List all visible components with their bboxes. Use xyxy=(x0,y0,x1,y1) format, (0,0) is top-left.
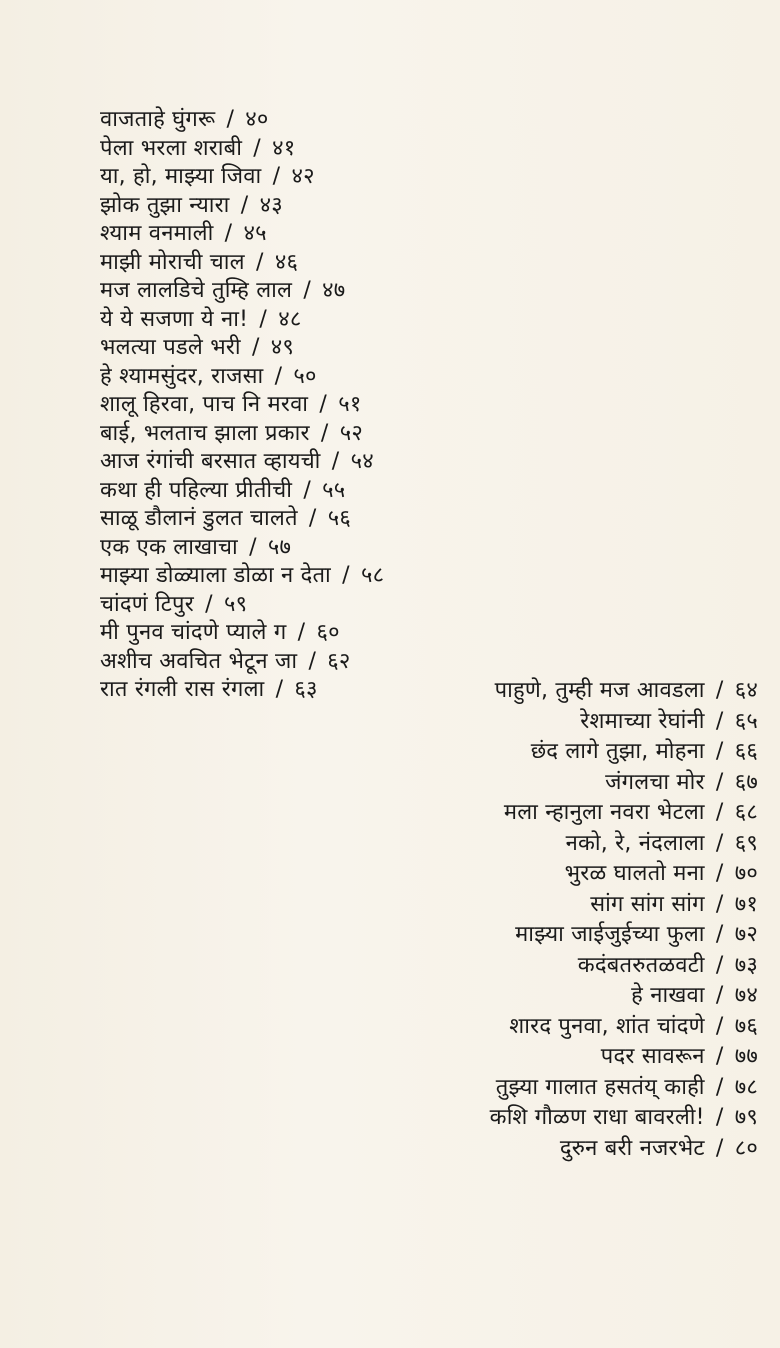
entry-title: अशीच अवचित भेटून जा xyxy=(100,648,298,674)
entry-separator: / xyxy=(342,563,350,588)
entry-title: एक एक लाखाचा xyxy=(100,534,238,560)
toc-entry xyxy=(100,562,440,591)
toc-entry xyxy=(100,220,440,249)
entry-title: हे श्यामसुंदर, राजसा xyxy=(100,363,264,389)
entry-separator: / xyxy=(715,830,724,856)
entry-page-number: ६० xyxy=(316,620,340,645)
toc-entry xyxy=(100,106,440,135)
entry-title: ये ये सजणा ये ना! xyxy=(100,306,249,332)
entry-page-number: ५५ xyxy=(322,477,346,503)
entry-page-number: ६३ xyxy=(294,677,318,702)
entry-page-number: ७८ xyxy=(734,1074,758,1100)
toc-entry xyxy=(418,798,758,829)
toc-entry xyxy=(100,534,440,563)
entry-page-number: ६८ xyxy=(734,800,758,825)
entry-title: श्याम वनमाली xyxy=(100,221,214,246)
toc-entry xyxy=(100,391,440,420)
entry-page-number: ५६ xyxy=(327,506,352,531)
toc-entry xyxy=(100,192,440,221)
toc-entry xyxy=(100,505,440,534)
toc-entry xyxy=(418,1012,758,1043)
entry-page-number: ४५ xyxy=(243,221,267,246)
toc-entry xyxy=(100,648,440,677)
entry-separator: / xyxy=(272,164,281,189)
entry-page-number: ४६ xyxy=(274,249,299,275)
entry-separator: / xyxy=(259,306,268,332)
entry-separator: / xyxy=(331,449,340,474)
entry-page-number: ५१ xyxy=(338,392,362,417)
entry-page-number: ७२ xyxy=(734,922,758,947)
entry-page-number: ४९ xyxy=(270,335,295,360)
entry-title: कथा ही पहिल्या प्रीतीची xyxy=(100,477,293,503)
entry-page-number: ६२ xyxy=(327,648,351,674)
entry-separator: / xyxy=(249,534,257,560)
toc-entry xyxy=(418,981,758,1012)
entry-separator: / xyxy=(715,983,724,1008)
toc-entry xyxy=(418,1042,758,1073)
entry-page-number: ७० xyxy=(734,861,758,886)
entry-separator: / xyxy=(308,506,317,531)
entry-title: बाई, भलताच झाला प्रकार xyxy=(100,420,310,446)
entry-title: दुरुन बरी नजरभेट xyxy=(559,1135,705,1161)
entry-separator: / xyxy=(715,739,724,764)
entry-title: शारद पुनवा, शांत चांदणे xyxy=(509,1013,705,1039)
toc-entry xyxy=(100,249,440,278)
entry-page-number: ५८ xyxy=(361,563,385,588)
entry-separator: / xyxy=(319,392,328,417)
toc-entry xyxy=(100,619,440,648)
entry-separator: / xyxy=(715,922,724,947)
entry-separator: / xyxy=(253,135,261,161)
entry-title: मी पुनव चांदणे प्याले ग xyxy=(100,620,287,645)
entry-title: रात रंगली रास रंगला xyxy=(100,677,265,702)
entry-title: पेला भरला शराबी xyxy=(100,135,243,161)
entry-title: छंद लागे तुझा, मोहना xyxy=(530,739,705,764)
entry-title: आज रंगांची बरसात व्हायची xyxy=(100,449,321,474)
toc-right-column xyxy=(418,676,758,1164)
entry-title: पाहुणे, तुम्ही मज आवडला xyxy=(494,678,705,703)
entry-title: भलत्या पडले भरी xyxy=(100,335,241,360)
toc-entry xyxy=(100,420,440,449)
toc-entry xyxy=(100,334,440,363)
toc-entry xyxy=(100,135,440,164)
entry-page-number: ७१ xyxy=(734,891,758,917)
toc-entry xyxy=(418,1134,758,1165)
toc-entry xyxy=(418,1103,758,1134)
entry-separator: / xyxy=(275,677,284,702)
toc-entry xyxy=(100,306,440,335)
entry-title: हे नाखवा xyxy=(631,983,705,1008)
entry-title: या, हो, माझ्या जिवा xyxy=(100,164,262,189)
entry-title: जंगलचा मोर xyxy=(605,769,705,795)
entry-separator: / xyxy=(715,800,724,825)
toc-entry xyxy=(418,1073,758,1104)
entry-page-number: ६७ xyxy=(734,769,758,795)
entry-page-number: ५२ xyxy=(339,420,363,446)
entry-page-number: ७३ xyxy=(734,952,758,978)
entry-separator: / xyxy=(224,221,233,246)
toc-left-column xyxy=(100,106,440,705)
entry-separator: / xyxy=(715,1135,724,1161)
entry-separator: / xyxy=(715,678,724,703)
toc-entry xyxy=(100,163,440,192)
entry-page-number: ५० xyxy=(293,363,317,389)
entry-separator: / xyxy=(715,952,724,978)
toc-entry xyxy=(418,829,758,860)
entry-separator: / xyxy=(297,620,306,645)
entry-page-number: ४७ xyxy=(322,278,346,303)
entry-separator: / xyxy=(205,591,213,617)
entry-separator: / xyxy=(303,278,311,303)
entry-separator: / xyxy=(715,769,724,795)
toc-entry xyxy=(418,737,758,768)
entry-page-number: ५४ xyxy=(350,449,374,474)
entry-separator: / xyxy=(715,1044,724,1069)
toc-entry xyxy=(100,363,440,392)
entry-title: मला न्हानुला नवरा भेटला xyxy=(503,800,705,825)
entry-title: पदर सावरून xyxy=(600,1044,705,1069)
entry-page-number: ४२ xyxy=(291,164,315,189)
entry-separator: / xyxy=(715,1074,724,1100)
entry-separator: / xyxy=(240,192,249,218)
entry-title: झोक तुझा न्यारा xyxy=(100,192,230,218)
entry-page-number: ६६ xyxy=(734,739,758,764)
entry-title: कदंबतरुतळवटी xyxy=(577,952,705,978)
entry-separator: / xyxy=(715,1013,724,1039)
entry-page-number: ४८ xyxy=(278,306,302,332)
entry-separator: / xyxy=(715,861,724,886)
entry-title: साळू डौलानं डुलत चालते xyxy=(100,506,298,531)
entry-page-number: ४१ xyxy=(272,135,296,161)
entry-title: शालू हिरवा, पाच नि मरवा xyxy=(100,392,309,417)
entry-page-number: ८० xyxy=(734,1135,758,1161)
entry-page-number: ७६ xyxy=(734,1013,758,1039)
entry-page-number: ५९ xyxy=(223,591,248,617)
entry-page-number: ६५ xyxy=(734,708,758,734)
entry-title: सांग सांग सांग xyxy=(590,891,705,917)
entry-page-number: ६४ xyxy=(734,678,758,703)
entry-page-number: ७७ xyxy=(734,1044,758,1069)
entry-separator: / xyxy=(274,363,283,389)
entry-page-number: ७४ xyxy=(734,983,758,1008)
toc-entry xyxy=(100,277,440,306)
entry-separator: / xyxy=(308,648,317,674)
entry-title: माझ्या जाईजुईच्या फुला xyxy=(515,922,705,947)
toc-entry xyxy=(418,676,758,707)
entry-title: चांदणं टिपुर xyxy=(100,591,194,617)
entry-title: मज लालडिचे तुम्हि लाल xyxy=(100,278,293,303)
entry-page-number: ४३ xyxy=(259,192,283,218)
entry-separator: / xyxy=(715,708,724,734)
entry-separator: / xyxy=(255,249,264,275)
entry-title: माझी मोराची चाल xyxy=(100,249,245,275)
entry-page-number: ४० xyxy=(245,107,269,132)
entry-separator: / xyxy=(715,1105,724,1130)
entry-title: कशि गौळण राधा बावरली! xyxy=(489,1105,705,1130)
entry-title: भुरळ घालतो मना xyxy=(564,861,705,886)
toc-entry xyxy=(100,591,440,620)
entry-title: तुझ्या गालात हसतंय् काही xyxy=(495,1074,705,1100)
toc-entry xyxy=(100,676,440,705)
entry-title: नको, रे, नंदलाला xyxy=(565,830,705,856)
entry-title: माझ्या डोळ्याला डोळा न देता xyxy=(100,563,331,588)
toc-entry xyxy=(418,890,758,921)
entry-title: वाजताहे घुंगरू xyxy=(100,107,216,132)
toc-entry xyxy=(418,707,758,738)
toc-entry xyxy=(418,951,758,982)
entry-separator: / xyxy=(320,420,329,446)
toc-entry xyxy=(100,477,440,506)
toc-entry xyxy=(100,448,440,477)
entry-separator: / xyxy=(251,335,260,360)
entry-separator: / xyxy=(303,477,311,503)
entry-page-number: ५७ xyxy=(267,534,292,560)
entry-separator: / xyxy=(715,891,724,917)
toc-entry xyxy=(418,859,758,890)
entry-page-number: ७९ xyxy=(734,1105,758,1130)
entry-page-number: ६९ xyxy=(734,830,758,856)
toc-entry xyxy=(418,768,758,799)
entry-separator: / xyxy=(226,107,235,132)
entry-title: रेशमाच्या रेघांनी xyxy=(580,708,705,734)
toc-entry xyxy=(418,920,758,951)
